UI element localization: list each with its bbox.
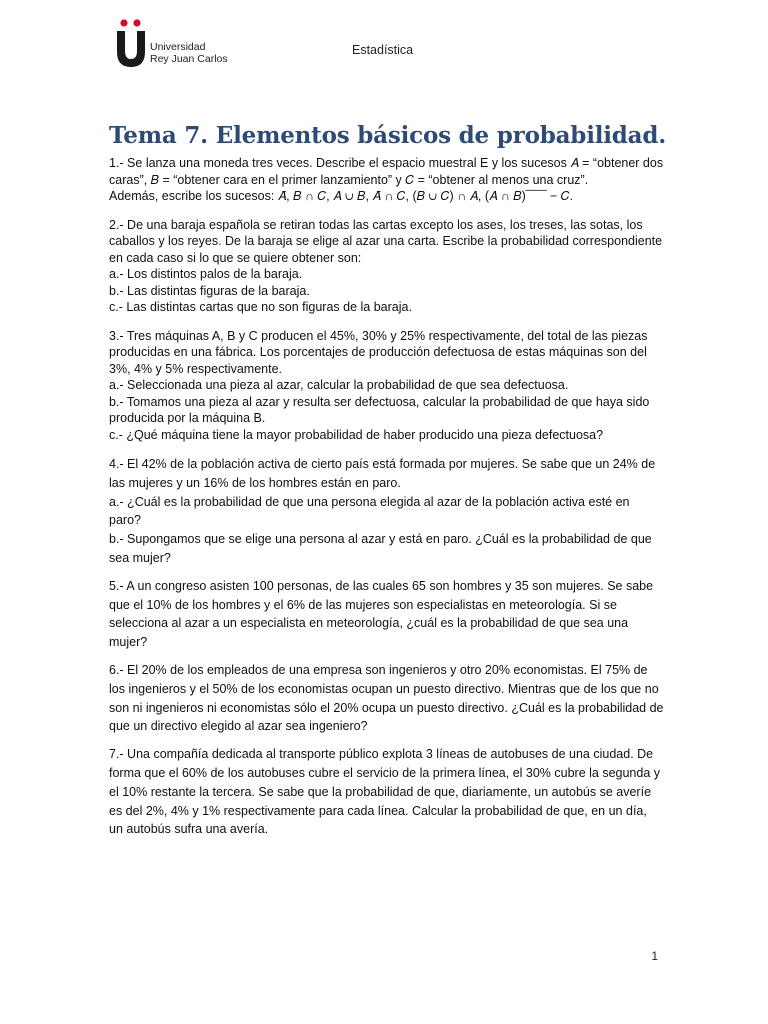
- page-title: Tema 7. Elementos básicos de probabilidad.: [109, 122, 667, 149]
- university-name-line2: Rey Juan Carlos: [150, 53, 228, 65]
- exercise-4: [109, 455, 664, 568]
- university-logo: [110, 18, 250, 72]
- exercise-7: [109, 745, 664, 839]
- exercise-3-item-b: b.- Tomamos una pieza al azar y resulta ser defectuosa, calcular la probabilidad de que haya sido producida por la máquina B.: [109, 394, 650, 425]
- exercise-3: [109, 328, 664, 444]
- page-header: [110, 18, 670, 78]
- exercise-4-item-a: a.- ¿Cuál es la probabilidad de que una persona elegida al azar de la población activa esté en paro?: [109, 494, 630, 528]
- exercise-2-item-a: a.- Los distintos palos de la baraja.: [109, 267, 303, 281]
- exercise-1-statement: 1.- Se lanza una moneda tres veces. Describe el espacio muestral E y los sucesos 𝐴 = “obtener dos caras”, 𝐵 = “obtener cara en el primer lanzamiento” y 𝐶 = “obtener al menos una cruz”.: [109, 156, 664, 187]
- subject-label: Estadística: [352, 43, 414, 57]
- exercise-3-item-a: a.- Seleccionada una pieza al azar, calcular la probabilidad de que sea defectuosa.: [109, 378, 569, 392]
- university-name: [150, 41, 228, 65]
- exercise-6-statement: 6.- El 20% de los empleados de una empresa son ingenieros y otro 20% economistas. El 75% de los ingenieros y el 50% de los economistas ocupan un puesto directivo. Mientras que de los que no son ni ingenieros ni economistas sólo el 20% ocupa un puesto directivo. ¿Cuál es la probabilidad de que un directivo elegido al azar sea ingeniero?: [109, 662, 664, 734]
- exercise-2-item-c: c.- Las distintas cartas que no son figuras de la baraja.: [109, 300, 412, 314]
- exercise-2-item-b: b.- Las distintas figuras de la baraja.: [109, 283, 310, 298]
- exercise-5-statement: 5.- A un congreso asisten 100 personas, de las cuales 65 son hombres y 35 son mujeres. Se sabe que el 10% de los hombres y el 6% de las mujeres son especialistas en meteorología. Si se selecciona al azar a un especialista en meteorología, ¿cuál es la probabilidad de que sea una mujer?: [109, 578, 654, 650]
- exercise-4-item-b: b.- Supongamos que se elige una persona al azar y está en paro. ¿Cuál es la probabilidad de que sea mujer?: [109, 532, 652, 565]
- exercise-5: [109, 577, 664, 652]
- exercise-1-events: Además, escribe los sucesos: 𝐴̄, 𝐵 ∩ 𝐶, 𝐴 ∪ 𝐵, 𝐴̄ ∩ 𝐶, (𝐵 ∪ 𝐶) ∩ 𝐴, (𝐴 ∩ 𝐵)‾‾‾‾‾ − 𝐶.: [109, 189, 574, 203]
- exercise-6: [109, 661, 664, 736]
- exercise-3-statement: 3.- Tres máquinas A, B y C producen el 45%, 30% y 25% respectivamente, del total de las piezas producidas en una fábrica. Los porcentajes de producción defectuosa de estas máquinas son del 3%, 4% y 5% respectivamente.: [109, 328, 648, 376]
- university-name-line1: Universidad: [150, 41, 206, 53]
- exercise-list: [109, 155, 664, 848]
- exercise-7-statement: 7.- Una compañía dedicada al transporte público explota 3 líneas de autobuses de una ciudad. De forma que el 60% de los autobuses cubre el servicio de la primera línea, el 30% cubre la segunda y el 10% restante la tercera. Se sabe que la probabilidad de que, diariamente, un autobús se averíe es del 2%, 4% y 1% respectivamente para cada línea. Calcular la probabilidad de que, en un día, un autobús sufra una avería.: [109, 747, 661, 837]
- exercise-4-statement: 4.- El 42% de la población activa de cierto país está formada por mujeres. Se sabe que un 24% de las mujeres y un 16% de los hombres están en paro.: [109, 457, 656, 490]
- exercise-2: [109, 217, 664, 316]
- urjc-logo-icon: [115, 18, 147, 68]
- page-number: 1: [651, 949, 658, 963]
- exercise-1: [109, 155, 664, 205]
- exercise-3-item-c: c.- ¿Qué máquina tiene la mayor probabilidad de haber producido una pieza defectuosa?: [109, 427, 604, 442]
- exercise-2-statement: 2.- De una baraja española se retiran todas las cartas excepto los ases, los treses, las sotas, los caballos y los reyes. De la baraja se elige al azar una carta. Escribe la probabilidad correspondiente en cada caso si lo que se quiere obtener son:: [109, 217, 663, 265]
